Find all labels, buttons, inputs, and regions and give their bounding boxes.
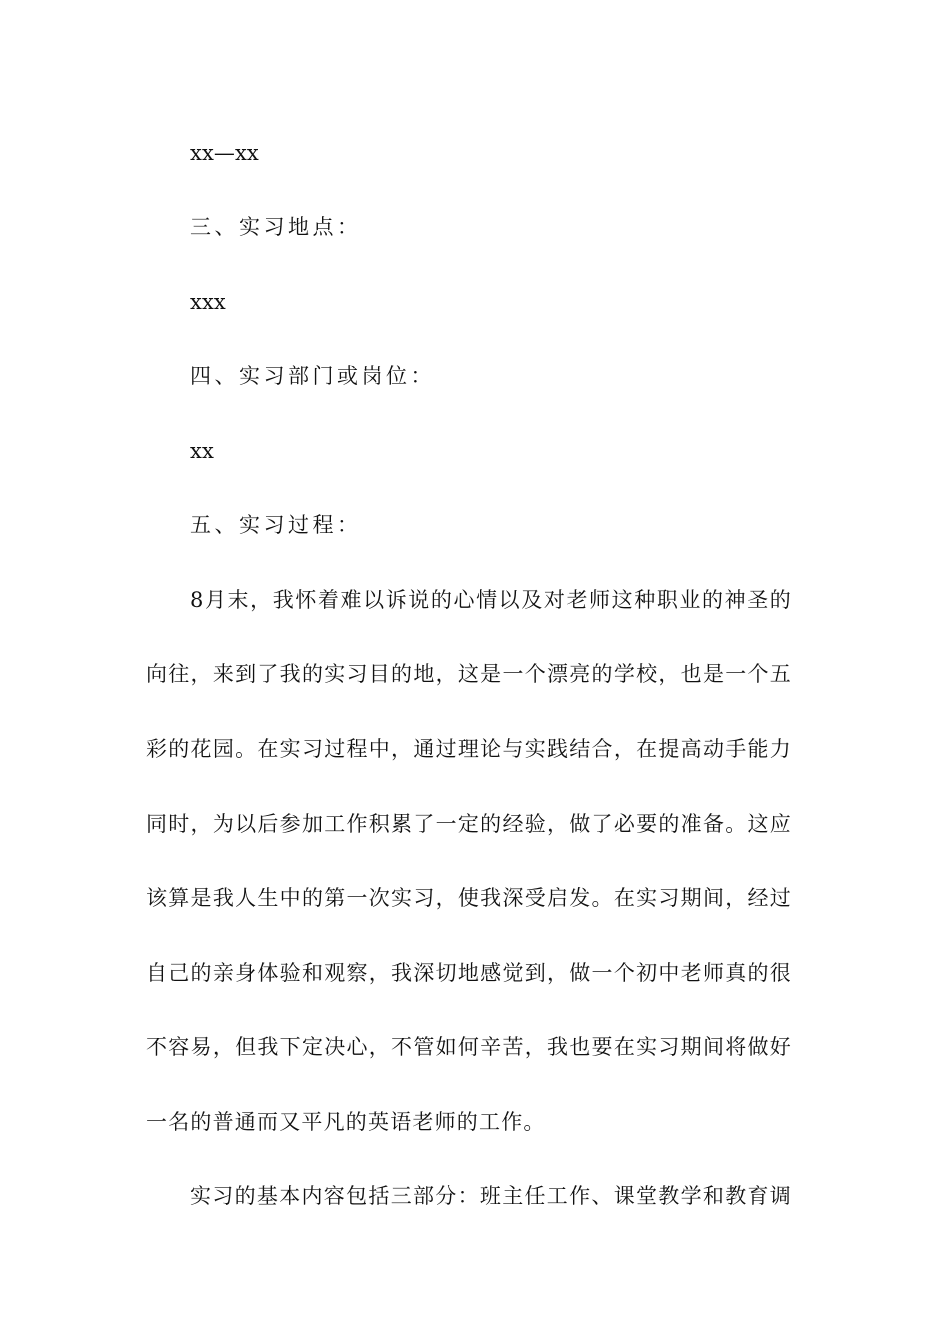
paragraph-line: 向往，来到了我的实习目的地，这是一个漂亮的学校，也是一个五 [146, 662, 792, 686]
paragraph-line: 自己的亲身体验和观察，我深切地感觉到，做一个初中老师真的很 [146, 961, 792, 985]
date-range-text: xx—xx [190, 141, 259, 165]
paragraph-line: 实习的基本内容包括三部分：班主任工作、课堂教学和教育调 [190, 1184, 792, 1208]
section-5-heading: 五、实习过程： [190, 513, 362, 537]
paragraph-line: 8月末，我怀着难以诉说的心情以及对老师这种职业的神圣的 [190, 588, 792, 612]
paragraph-line: 彩的花园。在实习过程中，通过理论与实践结合，在提高动手能力 [146, 737, 792, 761]
paragraph-line: 不容易，但我下定决心，不管如何辛苦，我也要在实习期间将做好 [146, 1035, 792, 1059]
section-4-heading: 四、实习部门或岗位： [190, 364, 435, 388]
paragraph-line: 同时，为以后参加工作积累了一定的经验，做了必要的准备。这应 [146, 812, 792, 836]
section-4-value: xx [190, 439, 214, 463]
section-3-value: xxx [190, 290, 226, 314]
paragraph-line: 该算是我人生中的第一次实习，使我深受启发。在实习期间，经过 [146, 886, 792, 910]
paragraph-line: 一名的普通而又平凡的英语老师的工作。 [146, 1110, 546, 1134]
section-3-heading: 三、实习地点： [190, 215, 362, 239]
